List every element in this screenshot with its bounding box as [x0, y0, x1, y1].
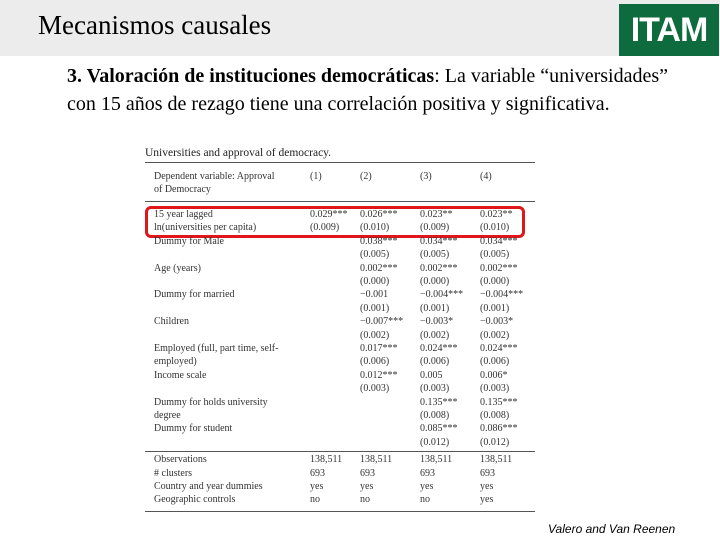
- footer-cell: no: [360, 494, 370, 506]
- se-cell: (0.010): [480, 222, 510, 234]
- itam-logo: ITAM: [619, 4, 719, 56]
- citation: Valero and Van Reenen: [548, 522, 676, 536]
- row-label: Dummy for student: [154, 423, 233, 435]
- column-header: (1): [310, 171, 322, 182]
- column-header: (2): [360, 171, 372, 182]
- se-cell: (0.002): [360, 329, 390, 341]
- se-cell: (0.002): [420, 329, 450, 341]
- footer-label: Observations: [154, 454, 207, 466]
- row-label: employed): [154, 356, 197, 368]
- footer-label: Geographic controls: [154, 494, 236, 506]
- coef-cell: 0.026***: [360, 209, 398, 220]
- coef-cell: 0.023**: [480, 209, 513, 220]
- se-cell: (0.001): [480, 302, 510, 314]
- row-label: Age (years): [154, 262, 201, 274]
- coef-cell: 0.012***: [360, 369, 398, 381]
- se-cell: (0.000): [480, 276, 510, 287]
- body-text: [67, 62, 677, 118]
- se-cell: (0.012): [480, 436, 510, 448]
- column-header: (3): [420, 171, 432, 182]
- se-cell: (0.009): [420, 222, 450, 234]
- row-label: Income scale: [154, 369, 207, 381]
- footer-cell: no: [420, 494, 430, 506]
- slide-title: Mecanismos causales: [38, 10, 272, 40]
- footer-cell: 693: [310, 467, 325, 479]
- row-label: Dummy for Male: [154, 235, 224, 247]
- coef-cell: −0.003*: [480, 316, 514, 328]
- se-cell: (0.005): [420, 249, 450, 261]
- footer-cell: 138,511: [420, 454, 453, 466]
- header-label: Dependent variable: Approval: [154, 171, 275, 182]
- footer-cell: yes: [360, 481, 374, 492]
- footer-cell: yes: [420, 481, 434, 492]
- row-label: ln(universities per capita): [154, 222, 257, 234]
- footer-cell: 138,511: [360, 454, 393, 466]
- row-label: Dummy for holds university: [154, 396, 268, 408]
- row-label: 15 year lagged: [154, 209, 213, 220]
- footer-label: Country and year dummies: [154, 481, 263, 492]
- coef-cell: 0.029***: [310, 209, 348, 220]
- footer-cell: yes: [310, 481, 324, 492]
- se-cell: (0.009): [310, 222, 340, 234]
- footer-cell: no: [310, 494, 320, 506]
- coef-cell: 0.006*: [480, 369, 508, 381]
- coef-cell: 0.086***: [480, 423, 518, 435]
- coef-cell: 0.002***: [360, 262, 398, 274]
- se-cell: (0.003): [480, 383, 510, 395]
- coef-cell: 0.023**: [420, 209, 453, 220]
- se-cell: (0.002): [480, 329, 510, 341]
- se-cell: (0.008): [480, 410, 510, 421]
- se-cell: (0.006): [360, 356, 390, 368]
- footer-label: # clusters: [154, 467, 193, 479]
- se-cell: (0.012): [420, 436, 450, 448]
- body-rest: : La variable “universidades” con 15 años de rezago tiene una correlación positiva y significativa.: [67, 65, 668, 115]
- row-label: Children: [154, 316, 189, 328]
- coef-cell: 0.024***: [420, 343, 458, 354]
- body-bold: 3. Valoración de instituciones democráticas: [67, 65, 435, 87]
- table-rule-header: [145, 201, 535, 202]
- coef-cell: 0.034***: [480, 235, 518, 247]
- coef-cell: 0.135***: [420, 396, 458, 408]
- se-cell: (0.003): [420, 383, 450, 395]
- coef-cell: 0.024***: [480, 343, 518, 354]
- footer-cell: 138,511: [480, 454, 513, 466]
- se-cell: (0.005): [480, 249, 510, 261]
- row-label: Employed (full, part time, self-: [154, 343, 279, 354]
- coef-cell: −0.001: [360, 289, 389, 301]
- regression-table: [145, 146, 535, 516]
- coef-cell: 0.002***: [420, 262, 458, 274]
- row-label: degree: [154, 410, 181, 421]
- se-cell: (0.006): [420, 356, 450, 368]
- footer-cell: 138,511: [310, 454, 343, 466]
- se-cell: (0.008): [420, 410, 450, 421]
- coef-cell: 0.002***: [480, 262, 518, 274]
- se-cell: (0.006): [480, 356, 510, 368]
- coef-cell: −0.004***: [480, 289, 524, 301]
- table-rule-top: [145, 162, 535, 163]
- footer-cell: yes: [480, 494, 494, 506]
- coef-cell: 0.135***: [480, 396, 518, 408]
- footer-cell: 693: [420, 467, 435, 479]
- coef-cell: 0.038***: [360, 235, 398, 247]
- coef-cell: −0.004***: [420, 289, 464, 301]
- column-header: (4): [480, 171, 492, 182]
- table-title: Universities and approval of democracy.: [145, 147, 332, 159]
- se-cell: (0.000): [360, 276, 390, 287]
- se-cell: (0.000): [420, 276, 450, 287]
- se-cell: (0.003): [360, 383, 390, 395]
- se-cell: (0.001): [420, 302, 450, 314]
- footer-cell: 693: [480, 467, 495, 479]
- se-cell: (0.010): [360, 222, 390, 234]
- footer-cell: 693: [360, 467, 375, 479]
- coef-cell: −0.007***: [360, 316, 404, 328]
- coef-cell: 0.085***: [420, 423, 458, 435]
- table-rule-bottom: [145, 511, 535, 512]
- table-rule-footer: [145, 451, 535, 452]
- coef-cell: −0.003*: [420, 316, 454, 328]
- coef-cell: 0.017***: [360, 343, 398, 354]
- se-cell: (0.005): [360, 249, 390, 261]
- coef-cell: 0.034***: [420, 235, 458, 247]
- row-label: Dummy for married: [154, 289, 235, 301]
- coef-cell: 0.005: [420, 369, 443, 381]
- footer-cell: yes: [480, 481, 494, 492]
- header-label: of Democracy: [154, 184, 211, 196]
- se-cell: (0.001): [360, 302, 390, 314]
